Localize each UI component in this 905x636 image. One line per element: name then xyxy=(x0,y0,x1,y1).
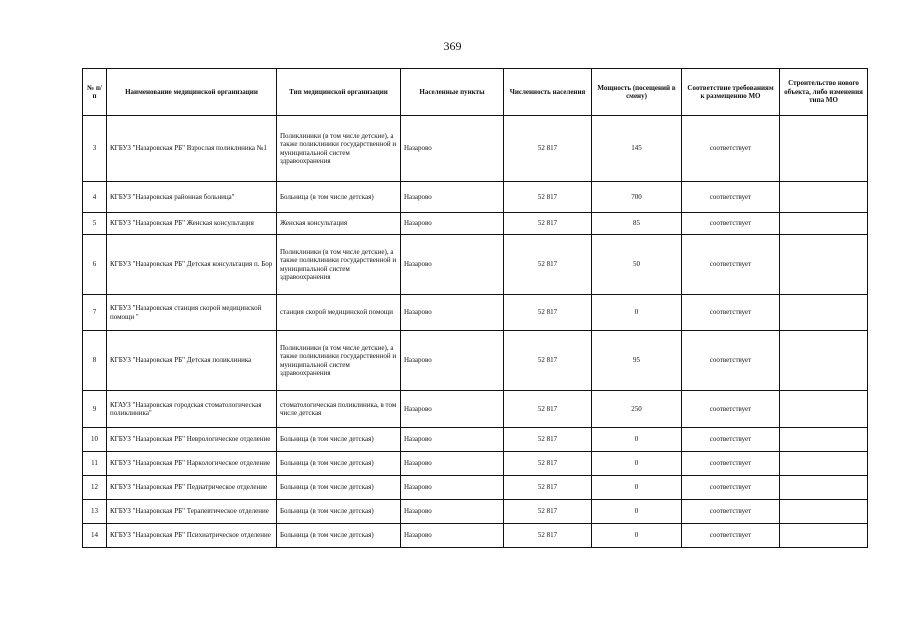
settlement-cell: Назарово xyxy=(401,476,504,500)
facility-type-cell: Женская консультация xyxy=(277,213,401,235)
settlement-cell: Назарово xyxy=(401,452,504,476)
capacity-cell: 250 xyxy=(592,391,682,428)
row-number-cell: 6 xyxy=(83,235,107,295)
row-number-cell: 3 xyxy=(83,116,107,182)
capacity-cell: 700 xyxy=(592,182,682,213)
population-cell: 52 817 xyxy=(504,391,592,428)
capacity-cell: 0 xyxy=(592,476,682,500)
settlement-cell: Назарово xyxy=(401,524,504,548)
construction-note-cell xyxy=(780,452,868,476)
facility-name-cell: КГБУЗ "Назаровская РБ" Детская поликлиника xyxy=(107,331,277,391)
capacity-cell: 0 xyxy=(592,428,682,452)
row-number-cell: 9 xyxy=(83,391,107,428)
settlement-cell: Назарово xyxy=(401,428,504,452)
population-cell: 52 817 xyxy=(504,182,592,213)
settlement-cell: Назарово xyxy=(401,295,504,331)
compliance-status-cell: соответствует xyxy=(682,476,780,500)
construction-note-cell xyxy=(780,476,868,500)
construction-note-cell xyxy=(780,428,868,452)
facility-name-cell: КГБУЗ "Назаровская РБ" Женская консультация xyxy=(107,213,277,235)
table-row xyxy=(83,476,868,500)
table-row xyxy=(83,116,868,182)
table-row xyxy=(83,295,868,331)
facility-name-cell: КГБУЗ "Назаровская РБ" Терапевтическое отделение xyxy=(107,500,277,524)
population-cell: 52 817 xyxy=(504,476,592,500)
settlement-cell: Назарово xyxy=(401,116,504,182)
facility-type-cell: Больница (в том числе детская) xyxy=(277,182,401,213)
capacity-cell: 145 xyxy=(592,116,682,182)
population-cell: 52 817 xyxy=(504,295,592,331)
facility-type-cell: Поликлиники (в том числе детские), а также поликлиники государственной и муниципальной систем здравоохранения xyxy=(277,331,401,391)
facility-type-cell: Больница (в том числе детская) xyxy=(277,524,401,548)
capacity-cell: 0 xyxy=(592,295,682,331)
construction-note-cell xyxy=(780,331,868,391)
construction-note-cell xyxy=(780,295,868,331)
construction-note-cell xyxy=(780,213,868,235)
settlement-cell: Назарово xyxy=(401,182,504,213)
population-cell: 52 817 xyxy=(504,428,592,452)
header-num: № п/п xyxy=(83,69,107,116)
population-cell: 52 817 xyxy=(504,213,592,235)
capacity-cell: 0 xyxy=(592,500,682,524)
table-row xyxy=(83,213,868,235)
capacity-cell: 95 xyxy=(592,331,682,391)
header-population: Численность населения xyxy=(504,69,592,116)
facility-name-cell: КГБУЗ "Назаровская РБ" Психиатрическое отделение xyxy=(107,524,277,548)
settlement-cell: Назарово xyxy=(401,331,504,391)
settlement-cell: Назарово xyxy=(401,500,504,524)
header-type: Тип медицинской организации xyxy=(277,69,401,116)
table-row xyxy=(83,391,868,428)
header-row xyxy=(83,69,868,116)
facility-type-cell: станция скорой медицинской помощи xyxy=(277,295,401,331)
construction-note-cell xyxy=(780,182,868,213)
facility-name-cell: КГБУЗ "Назаровская РБ" Педиатрическое отделение xyxy=(107,476,277,500)
construction-note-cell xyxy=(780,116,868,182)
row-number-cell: 10 xyxy=(83,428,107,452)
compliance-status-cell: соответствует xyxy=(682,331,780,391)
construction-note-cell xyxy=(780,391,868,428)
table-row xyxy=(83,524,868,548)
facility-type-cell: Больница (в том числе детская) xyxy=(277,428,401,452)
facility-name-cell: КГБУЗ "Назаровская РБ" Наркологическое отделение xyxy=(107,452,277,476)
settlement-cell: Назарово xyxy=(401,213,504,235)
settlement-cell: Назарово xyxy=(401,235,504,295)
facility-type-cell: стоматологическая поликлиника, в том числе детская xyxy=(277,391,401,428)
facility-name-cell: КГБУЗ "Назаровская РБ" Детская консультация п. Бор xyxy=(107,235,277,295)
table-row xyxy=(83,452,868,476)
compliance-status-cell: соответствует xyxy=(682,295,780,331)
row-number-cell: 4 xyxy=(83,182,107,213)
construction-note-cell xyxy=(780,235,868,295)
population-cell: 52 817 xyxy=(504,331,592,391)
settlement-cell: Назарово xyxy=(401,391,504,428)
compliance-status-cell: соответствует xyxy=(682,116,780,182)
compliance-status-cell: соответствует xyxy=(682,213,780,235)
row-number-cell: 13 xyxy=(83,500,107,524)
facility-name-cell: КГБУЗ "Назаровская районная больница" xyxy=(107,182,277,213)
header-compliance: Соответствие требованиям к размещению МО xyxy=(682,69,780,116)
row-number-cell: 5 xyxy=(83,213,107,235)
construction-note-cell xyxy=(780,500,868,524)
row-number-cell: 12 xyxy=(83,476,107,500)
population-cell: 52 817 xyxy=(504,235,592,295)
compliance-status-cell: соответствует xyxy=(682,391,780,428)
header-name: Наименование медицинской организации xyxy=(107,69,277,116)
header-construction: Строительство нового объекта, либо изменения типа МО xyxy=(780,69,868,116)
facility-type-cell: Больница (в том числе детская) xyxy=(277,476,401,500)
table-row xyxy=(83,500,868,524)
facility-name-cell: КГБУЗ "Назаровская РБ" Взрослая поликлиника №1 xyxy=(107,116,277,182)
row-number-cell: 11 xyxy=(83,452,107,476)
table-body xyxy=(83,116,868,548)
facility-type-cell: Поликлиники (в том числе детские), а также поликлиники государственной и муниципальной систем здравоохранения xyxy=(277,235,401,295)
page-number: 369 xyxy=(443,39,462,53)
capacity-cell: 85 xyxy=(592,213,682,235)
population-cell: 52 817 xyxy=(504,500,592,524)
table-row xyxy=(83,182,868,213)
table-row xyxy=(83,331,868,391)
header-capacity: Мощность (посещений в смену) xyxy=(592,69,682,116)
construction-note-cell xyxy=(780,524,868,548)
table-row xyxy=(83,428,868,452)
compliance-status-cell: соответствует xyxy=(682,428,780,452)
facility-type-cell: Поликлиники (в том числе детские), а также поликлиники государственной и муниципальной систем здравоохранения xyxy=(277,116,401,182)
population-cell: 52 817 xyxy=(504,452,592,476)
compliance-status-cell: соответствует xyxy=(682,235,780,295)
compliance-status-cell: соответствует xyxy=(682,452,780,476)
facility-type-cell: Больница (в том числе детская) xyxy=(277,500,401,524)
capacity-cell: 0 xyxy=(592,452,682,476)
row-number-cell: 7 xyxy=(83,295,107,331)
header-place: Населенные пункты xyxy=(401,69,504,116)
facility-name-cell: КГБУЗ "Назаровская РБ" Неврологическое отделение xyxy=(107,428,277,452)
facility-name-cell: КГАУЗ "Назаровская городская стоматологическая поликлиника" xyxy=(107,391,277,428)
population-cell: 52 817 xyxy=(504,116,592,182)
compliance-status-cell: соответствует xyxy=(682,524,780,548)
row-number-cell: 8 xyxy=(83,331,107,391)
facilities-table xyxy=(82,68,868,548)
row-number-cell: 14 xyxy=(83,524,107,548)
compliance-status-cell: соответствует xyxy=(682,182,780,213)
facility-type-cell: Больница (в том числе детская) xyxy=(277,452,401,476)
table-row xyxy=(83,235,868,295)
facility-name-cell: КГБУЗ "Назаровская станция скорой медицинской помощи " xyxy=(107,295,277,331)
population-cell: 52 817 xyxy=(504,524,592,548)
capacity-cell: 50 xyxy=(592,235,682,295)
capacity-cell: 0 xyxy=(592,524,682,548)
compliance-status-cell: соответствует xyxy=(682,500,780,524)
